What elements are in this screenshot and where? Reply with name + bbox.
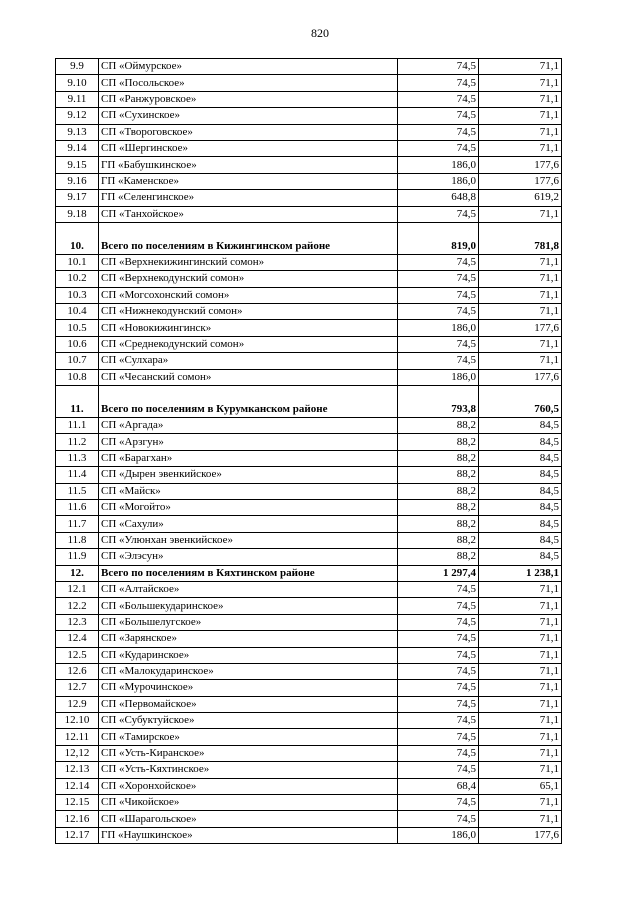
- settlement-name: СП «Дырен эвенкийское»: [99, 467, 398, 483]
- table-row: [56, 418, 562, 434]
- table-row: [56, 157, 562, 173]
- value-1: 88,2: [398, 450, 479, 466]
- table-row-total: [56, 222, 562, 254]
- table-row: [56, 647, 562, 663]
- value-2: 71,1: [479, 336, 562, 352]
- table-row: [56, 795, 562, 811]
- row-number: 12.1: [56, 581, 99, 597]
- table-row: [56, 304, 562, 320]
- value-1: 186,0: [398, 320, 479, 336]
- settlement-name: СП «Верхнекижингинский сомон»: [99, 254, 398, 270]
- value-2: 71,1: [479, 811, 562, 827]
- table-row: [56, 467, 562, 483]
- value-1: 88,2: [398, 549, 479, 565]
- row-number: 9.17: [56, 190, 99, 206]
- value-1: 88,2: [398, 418, 479, 434]
- settlement-name: СП «Барагхан»: [99, 450, 398, 466]
- value-2: 619,2: [479, 190, 562, 206]
- row-number: 11.7: [56, 516, 99, 532]
- table-row: [56, 140, 562, 156]
- value-2: 71,1: [479, 663, 562, 679]
- settlement-name: СП «Арзгун»: [99, 434, 398, 450]
- row-number: 12.15: [56, 795, 99, 811]
- settlement-name: СП «Первомайское»: [99, 696, 398, 712]
- table-row: [56, 827, 562, 843]
- value-1: 74,5: [398, 631, 479, 647]
- value-2: 71,1: [479, 287, 562, 303]
- table-row: [56, 320, 562, 336]
- value-2: 71,1: [479, 581, 562, 597]
- table-row: [56, 499, 562, 515]
- row-number: 12,12: [56, 745, 99, 761]
- settlement-name: СП «Оймурское»: [99, 59, 398, 75]
- row-number: 11.3: [56, 450, 99, 466]
- settlement-name: СП «Чикойское»: [99, 795, 398, 811]
- settlement-name: СП «Нижнекодунский сомон»: [99, 304, 398, 320]
- table-row: [56, 729, 562, 745]
- row-number: 9.13: [56, 124, 99, 140]
- settlement-name: СП «Усть-Киранское»: [99, 745, 398, 761]
- row-number: 12.17: [56, 827, 99, 843]
- settlement-name: СП «Среднекодунский сомон»: [99, 336, 398, 352]
- value-2: 84,5: [479, 418, 562, 434]
- value-1: 74,5: [398, 581, 479, 597]
- table-row: [56, 173, 562, 189]
- value-2: 84,5: [479, 532, 562, 548]
- value-1: 74,5: [398, 647, 479, 663]
- settlement-name: СП «Тамирское»: [99, 729, 398, 745]
- value-1: 74,5: [398, 353, 479, 369]
- row-number: 11.5: [56, 483, 99, 499]
- value-2: 84,5: [479, 467, 562, 483]
- value-2: 84,5: [479, 483, 562, 499]
- row-number: 11.4: [56, 467, 99, 483]
- value-1: 88,2: [398, 516, 479, 532]
- value-2: 177,6: [479, 157, 562, 173]
- table-row: [56, 811, 562, 827]
- table-row: [56, 598, 562, 614]
- settlement-name: Всего по поселениям в Курумканском районе: [99, 386, 398, 418]
- row-number: 9.10: [56, 75, 99, 91]
- value-2: 177,6: [479, 320, 562, 336]
- row-number: 11.6: [56, 499, 99, 515]
- row-number: 12.10: [56, 713, 99, 729]
- table-row: [56, 206, 562, 222]
- table-row: [56, 59, 562, 75]
- table-row: [56, 696, 562, 712]
- settlement-name: СП «Ранжуровское»: [99, 91, 398, 107]
- row-number: 11.8: [56, 532, 99, 548]
- table-row: [56, 353, 562, 369]
- settlement-name: СП «Верхнекодунский сомон»: [99, 271, 398, 287]
- value-2: 177,6: [479, 173, 562, 189]
- value-1: 74,5: [398, 614, 479, 630]
- value-2: 71,1: [479, 696, 562, 712]
- value-1: 74,5: [398, 336, 479, 352]
- value-2: 65,1: [479, 778, 562, 794]
- value-2: 71,1: [479, 680, 562, 696]
- value-2: 71,1: [479, 108, 562, 124]
- value-2: 71,1: [479, 614, 562, 630]
- value-1: 186,0: [398, 827, 479, 843]
- value-2: 71,1: [479, 271, 562, 287]
- value-1: 74,5: [398, 745, 479, 761]
- settlement-name: СП «Майск»: [99, 483, 398, 499]
- row-number: 11.9: [56, 549, 99, 565]
- settlement-name: СП «Хоронхойское»: [99, 778, 398, 794]
- table-row-total: [56, 565, 562, 581]
- row-number: 10.3: [56, 287, 99, 303]
- settlement-name: СП «Могсохонский сомон»: [99, 287, 398, 303]
- table-row: [56, 190, 562, 206]
- value-1: 74,5: [398, 762, 479, 778]
- row-number: 9.16: [56, 173, 99, 189]
- settlement-name: СП «Субуктуйское»: [99, 713, 398, 729]
- value-2: 84,5: [479, 499, 562, 515]
- row-number: 10.5: [56, 320, 99, 336]
- value-1: 74,5: [398, 598, 479, 614]
- settlement-name: СП «Кударинское»: [99, 647, 398, 663]
- value-2: 71,1: [479, 713, 562, 729]
- table-row: [56, 549, 562, 565]
- value-1: 74,5: [398, 304, 479, 320]
- value-1: 88,2: [398, 499, 479, 515]
- table-row: [56, 450, 562, 466]
- table-row: [56, 75, 562, 91]
- row-number: 12.7: [56, 680, 99, 696]
- row-number: 12.6: [56, 663, 99, 679]
- value-2: 84,5: [479, 434, 562, 450]
- table-row: [56, 483, 562, 499]
- settlements-table: [55, 58, 562, 844]
- table-row: [56, 663, 562, 679]
- value-2: 84,5: [479, 450, 562, 466]
- value-1: 74,5: [398, 108, 479, 124]
- settlement-name: ГП «Каменское»: [99, 173, 398, 189]
- row-number: 10.4: [56, 304, 99, 320]
- value-1: 88,2: [398, 483, 479, 499]
- value-1: 74,5: [398, 795, 479, 811]
- row-number: 12.4: [56, 631, 99, 647]
- row-number: 10.: [56, 222, 99, 254]
- value-2: 71,1: [479, 75, 562, 91]
- value-1: 88,2: [398, 434, 479, 450]
- table-row: [56, 745, 562, 761]
- value-2: 84,5: [479, 516, 562, 532]
- row-number: 11.2: [56, 434, 99, 450]
- settlement-name: СП «Шарагольское»: [99, 811, 398, 827]
- settlement-name: СП «Могойто»: [99, 499, 398, 515]
- page-number: 820: [311, 26, 329, 40]
- row-number: 12.5: [56, 647, 99, 663]
- table-row: [56, 680, 562, 696]
- table-row: [56, 713, 562, 729]
- table-row: [56, 91, 562, 107]
- value-1: 186,0: [398, 369, 479, 385]
- row-number: 10.7: [56, 353, 99, 369]
- value-1: 74,5: [398, 124, 479, 140]
- settlement-name: СП «Твороговское»: [99, 124, 398, 140]
- value-1: 648,8: [398, 190, 479, 206]
- table-row: [56, 762, 562, 778]
- value-1: 74,5: [398, 59, 479, 75]
- table-row: [56, 369, 562, 385]
- settlement-name: СП «Усть-Кяхтинское»: [99, 762, 398, 778]
- value-2: 177,6: [479, 369, 562, 385]
- value-1: 74,5: [398, 254, 479, 270]
- value-2: 71,1: [479, 598, 562, 614]
- table-row: [56, 124, 562, 140]
- row-number: 12.16: [56, 811, 99, 827]
- row-number: 10.6: [56, 336, 99, 352]
- row-number: 12.13: [56, 762, 99, 778]
- value-2: 71,1: [479, 304, 562, 320]
- value-2: 71,1: [479, 647, 562, 663]
- value-2: 71,1: [479, 631, 562, 647]
- value-2: 71,1: [479, 745, 562, 761]
- value-1: 74,5: [398, 811, 479, 827]
- value-1: 74,5: [398, 696, 479, 712]
- settlement-name: СП «Алтайское»: [99, 581, 398, 597]
- settlement-name: ГП «Селенгинское»: [99, 190, 398, 206]
- settlement-name: СП «Мурочинское»: [99, 680, 398, 696]
- row-number: 9.9: [56, 59, 99, 75]
- value-1: 74,5: [398, 713, 479, 729]
- value-1: 88,2: [398, 532, 479, 548]
- value-2: 71,1: [479, 729, 562, 745]
- value-2: 71,1: [479, 353, 562, 369]
- value-1: 88,2: [398, 467, 479, 483]
- settlement-name: СП «Посольское»: [99, 75, 398, 91]
- value-1: 186,0: [398, 173, 479, 189]
- value-1: 74,5: [398, 287, 479, 303]
- value-2: 71,1: [479, 124, 562, 140]
- settlement-name: СП «Улюнхан эвенкийское»: [99, 532, 398, 548]
- value-1: 74,5: [398, 91, 479, 107]
- value-1: 74,5: [398, 271, 479, 287]
- value-2: 781,8: [479, 222, 562, 254]
- value-1: 793,8: [398, 386, 479, 418]
- row-number: 12.: [56, 565, 99, 581]
- row-number: 12.9: [56, 696, 99, 712]
- table-row: [56, 254, 562, 270]
- row-number: 12.11: [56, 729, 99, 745]
- table-row: [56, 336, 562, 352]
- row-number: 10.8: [56, 369, 99, 385]
- row-number: 9.14: [56, 140, 99, 156]
- value-2: 71,1: [479, 59, 562, 75]
- settlement-name: ГП «Наушкинское»: [99, 827, 398, 843]
- row-number: 11.1: [56, 418, 99, 434]
- row-number: 10.1: [56, 254, 99, 270]
- value-2: 1 238,1: [479, 565, 562, 581]
- value-2: 71,1: [479, 206, 562, 222]
- value-1: 74,5: [398, 680, 479, 696]
- table-row: [56, 108, 562, 124]
- value-1: 1 297,4: [398, 565, 479, 581]
- value-1: 74,5: [398, 140, 479, 156]
- settlement-name: СП «Сахули»: [99, 516, 398, 532]
- settlement-name: СП «Зарянское»: [99, 631, 398, 647]
- row-number: 9.15: [56, 157, 99, 173]
- row-number: 10.2: [56, 271, 99, 287]
- row-number: 9.12: [56, 108, 99, 124]
- settlement-name: Всего по поселениям в Кижингинском районе: [99, 222, 398, 254]
- table-row: [56, 532, 562, 548]
- value-1: 68,4: [398, 778, 479, 794]
- value-1: 74,5: [398, 75, 479, 91]
- settlement-name: ГП «Бабушкинское»: [99, 157, 398, 173]
- table-row-total: [56, 386, 562, 418]
- value-2: 71,1: [479, 795, 562, 811]
- settlement-name: СП «Сухинское»: [99, 108, 398, 124]
- table-row: [56, 287, 562, 303]
- value-2: 177,6: [479, 827, 562, 843]
- table-row: [56, 581, 562, 597]
- table-row: [56, 434, 562, 450]
- row-number: 12.3: [56, 614, 99, 630]
- settlement-name: СП «Большекударинское»: [99, 598, 398, 614]
- value-2: 71,1: [479, 762, 562, 778]
- value-1: 74,5: [398, 663, 479, 679]
- settlement-name: СП «Большелугское»: [99, 614, 398, 630]
- value-1: 74,5: [398, 729, 479, 745]
- value-1: 186,0: [398, 157, 479, 173]
- settlement-name: СП «Новокижингинск»: [99, 320, 398, 336]
- table-row: [56, 631, 562, 647]
- settlement-name: СП «Малокударинское»: [99, 663, 398, 679]
- row-number: 9.11: [56, 91, 99, 107]
- settlement-name: СП «Танхойское»: [99, 206, 398, 222]
- settlement-name: СП «Аргада»: [99, 418, 398, 434]
- value-2: 760,5: [479, 386, 562, 418]
- settlement-name: СП «Чесанский сомон»: [99, 369, 398, 385]
- value-2: 71,1: [479, 254, 562, 270]
- settlement-name: Всего по поселениям в Кяхтинском районе: [99, 565, 398, 581]
- settlement-name: СП «Элэсун»: [99, 549, 398, 565]
- settlement-name: СП «Сулхара»: [99, 353, 398, 369]
- table-row: [56, 271, 562, 287]
- table-row: [56, 614, 562, 630]
- table-row: [56, 516, 562, 532]
- value-1: 74,5: [398, 206, 479, 222]
- value-2: 71,1: [479, 140, 562, 156]
- row-number: 11.: [56, 386, 99, 418]
- row-number: 12.2: [56, 598, 99, 614]
- table-row: [56, 778, 562, 794]
- value-1: 819,0: [398, 222, 479, 254]
- value-2: 84,5: [479, 549, 562, 565]
- table-body: [56, 59, 562, 844]
- row-number: 12.14: [56, 778, 99, 794]
- value-2: 71,1: [479, 91, 562, 107]
- row-number: 9.18: [56, 206, 99, 222]
- settlement-name: СП «Шергинское»: [99, 140, 398, 156]
